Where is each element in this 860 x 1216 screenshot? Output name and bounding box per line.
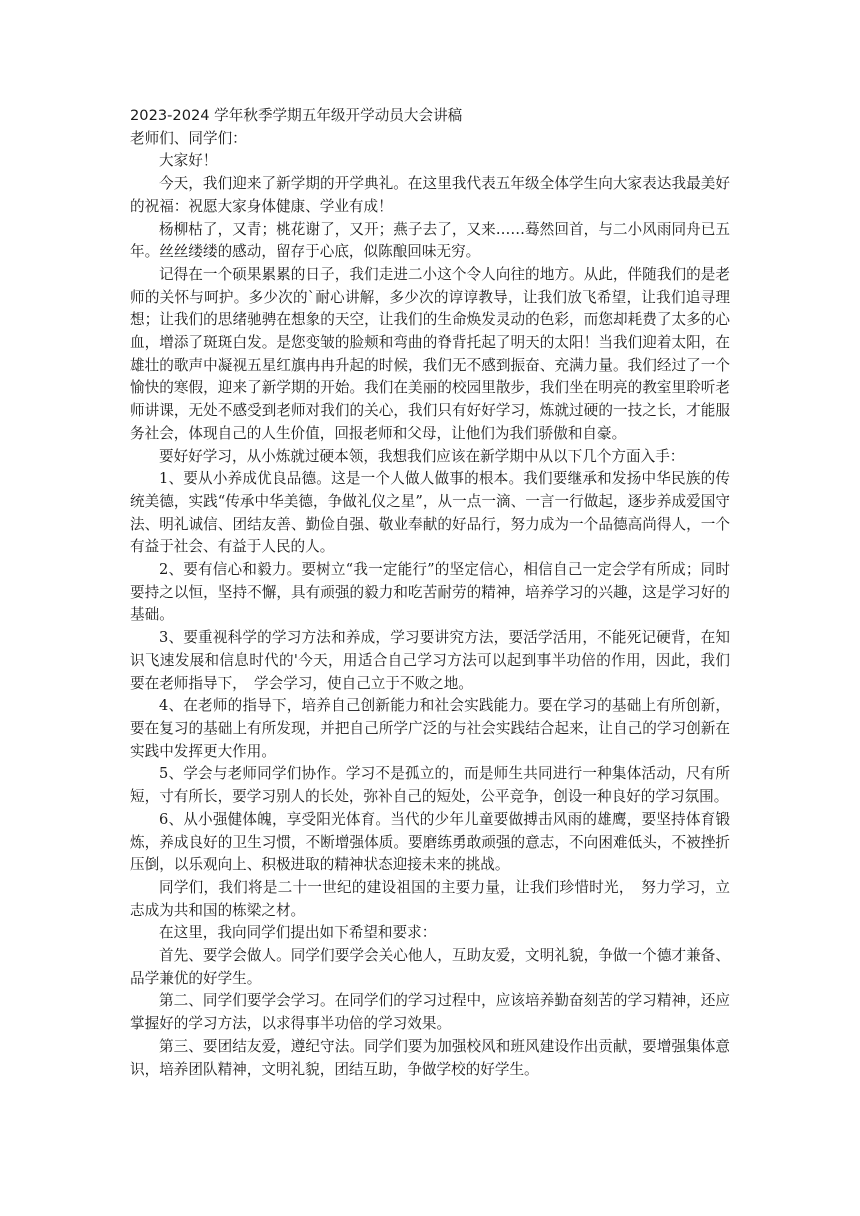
paragraph-greeting: 大家好！ — [159, 152, 218, 170]
document-body — [130, 105, 730, 1081]
paragraph-point-5: 5、学会与老师同学们协作。学习不是孤立的，而是师生共同进行一种集体活动，尺有所短，寸有所长，要学习别人的长处，弥补自己的短处，公平竞争，创设一种良好的学习氛围。 — [130, 765, 730, 806]
paragraph-point-1: 1、要从小养成优良品德。这是一个人做人做事的根本。我们要继承和发扬中华民族的传统美德，实践“传承中华美德，争做礼仪之星”，从一点一滴、一言一行做起，逐步养成爱国守法、明礼诚信、团结友善、勤俭自强、敬业奉献的好品行，努力成为一个品德高尚得人，一个有益于社会、有益于人民的人。 — [130, 470, 730, 556]
paragraph-point-3: 3、要重视科学的学习方法和养成，学习要讲究方法，要活学活用，不能死记硬背，在知识飞速发展和信息时代的'今天，用适合自己学习方法可以起到事半功倍的作用，因此，我们要在老师指导下， 学会学习，使自己立于不败之地。 — [130, 629, 730, 692]
paragraph-gratitude: 记得在一个硕果累累的日子，我们走进二小这个令人向往的地方。从此，伴随我们的是老师的关怀与呵护。多少次的`耐心讲解，多少次的谆谆教导，让我们放飞希望，让我们追寻理想；让我们的思绪驰骋在想象的天空，让我们的生命焕发灵动的色彩，而您却耗费了太多的心血，增添了斑斑白发。是您变皱的脸颊和弯曲的脊背托起了明天的太阳！当我们迎着太阳，在雄壮的歌声中凝视五星红旗冉冉升起的时候，我们无不感到振奋、充满力量。我们经过了一个愉快的寒假，迎来了新学期的开始。我们在美丽的校园里散步，我们坐在明亮的教室里聆听老师讲课，无处不感受到老师对我们的关心，我们只有好好学习，炼就过硬的一技之长，才能服务社会，体现自己的人生价值，回报老师和父母，让他们为我们骄傲和自豪。 — [130, 265, 730, 442]
paragraph-memories: 杨柳枯了，又青；桃花谢了，又开；燕子去了，又来……蓦然回首，与二小风雨同舟已五年。丝丝缕缕的感动，留存于心底，似陈酿回味无穷。 — [130, 220, 730, 261]
paragraph-requirement-2: 第二、同学们要学会学习。在同学们的学习过程中，应该培养勤奋刻苦的学习精神，还应掌握好的学习方法，以求得事半功倍的学习效果。 — [130, 992, 730, 1033]
paragraph-requirement-1: 首先、要学会做人。同学们要学会关心他人，互助友爱，文明礼貌，争做一个德才兼备、品学兼优的好学生。 — [130, 947, 730, 987]
paragraph-point-2: 2、要有信心和毅力。要树立“我一定能行”的坚定信心，相信自己一定会学有所成；同时要持之以恒，坚持不懈，具有顽强的毅力和吃苦耐劳的精神，培养学习的兴趣，这是学习好的基础。 — [130, 561, 730, 624]
paragraph-intro-points: 要好好学习，从小炼就过硬本领，我想我们应该在新学期中从以下几个方面入手： — [159, 447, 685, 465]
paragraph-point-4: 4、在老师的指导下，培养自己创新能力和社会实践能力。要在学习的基础上有所创新，要在复习的基础上有所发现，并把自己所学广泛的与社会实践结合起来，让自己的学习创新在实践中发挥更大作用。 — [130, 697, 730, 760]
paragraph-requirement-3: 第三、要团结友爱，遵纪守法。同学们要为加强校风和班风建设作出贡献，要增强集体意识，培养团队精神，文明礼貌，团结互助，争做学校的好学生。 — [130, 1037, 730, 1078]
paragraph-point-6: 6、从小强健体魄，享受阳光体育。当代的少年儿童要做搏击风雨的雄鹰，要坚持体育锻炼，养成良好的卫生习惯，不断增强体质。要磨练勇敢顽强的意志，不向困难低头，不被挫折压倒，以乐观向上、积极进取的精神状态迎接未来的挑战。 — [130, 810, 730, 874]
salutation: 老师们、同学们： — [130, 129, 247, 147]
paragraph-opening: 今天，我们迎来了新学期的开学典礼。在这里我代表五年级全体学生向大家表达我最美好的祝福：祝愿大家身体健康、学业有成！ — [130, 175, 730, 215]
paragraph-call-to-action: 同学们，我们将是二十一世纪的建设祖国的主要力量，让我们珍惜时光， 努力学习，立志成为共和国的栋梁之材。 — [130, 878, 730, 919]
paragraph-requirements-intro: 在这里，我向同学们提出如下希望和要求： — [159, 924, 437, 942]
document-title: 2023-2024 学年秋季学期五年级开学动员大会讲稿 — [130, 107, 463, 124]
